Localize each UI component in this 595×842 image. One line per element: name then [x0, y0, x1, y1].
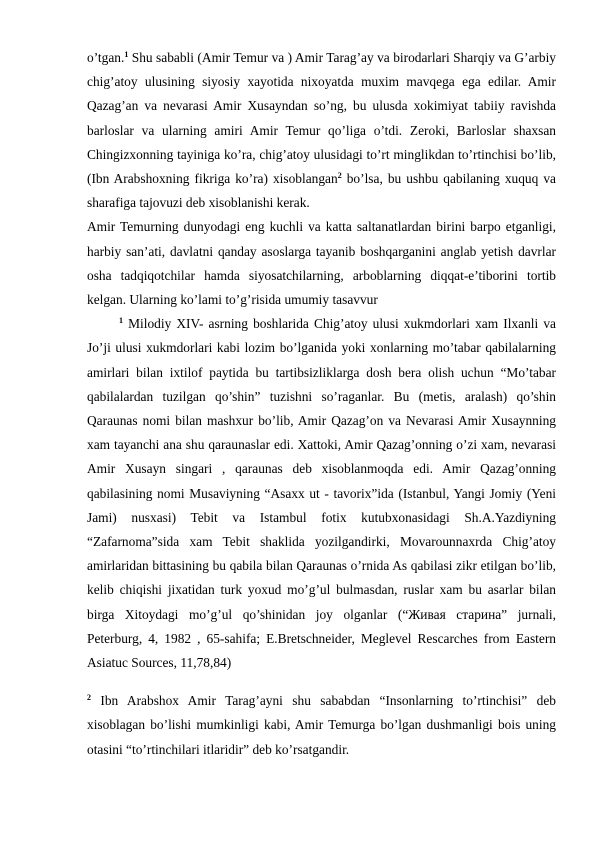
footnote-2 [87, 689, 556, 762]
footnote-ref-1[interactable]: 1 [124, 50, 129, 59]
body-paragraph-1 [87, 46, 556, 215]
footnote-1 [87, 312, 556, 675]
footnote-marker-1: 1 [119, 316, 123, 326]
paragraph-tail: bo’lsa, bu ushbu qabilaning xuquq va sharafiga tajovuzi deb xisoblanishi kerak. [87, 171, 556, 211]
footnote-marker-2: 2 [87, 693, 91, 703]
paragraph-lead: o’tgan. [87, 50, 125, 65]
footnote-2-text: Ibn Arabshox Amir Tarag’ayni shu sababdan “Insonlarning to’rtinchisi” deb xisoblagan bo’lishi mumkinligi kabi, Amir Temurga bo’lgan dushmanligi bois uning otasini “to’rtinchilari itlaridir” deb ko’rsatgandir. [87, 693, 556, 757]
footnote-ref-2[interactable]: 2 [337, 171, 342, 181]
footnote-spacer [87, 675, 556, 689]
body-paragraph-2: Amir Temurning dunyodagi eng kuchli va katta saltanatlardan birini barpo etganligi, harbiy san’ati, davlatni qanday asoslarga tayanib boshqarganini anglab yetish davrlar osha tadqiqotchilar hamda siyosatchilarning, arboblarning diqqat-e’tiborini tortib kelgan. Ularning ko’lami to’g’risida umumiy tasavvur [87, 219, 556, 308]
footnote-1-text: Milodiy XIV- asrning boshlarida Chig’atoy ulusi xukmdorlari xam Ilxanli va Jo’ji ulusi xukmdorlari kabi lozim bo’lganida yoki xonlarning mo’tabar qabilalarning amirlari bilan ixtilof paytida bu tartibsizliklarga dosh bera olish uchun “Mo’tabar qabilalardan tuzilgan qo’shin” tuzishni so’raganlar. Bu (metis, aralash) qo’shin Qaraunas nomi bilan mashxur bo’lib, Amir Qazag’on va Nevarasi Amir Xusaynning xam tayanchi ana shu qaraunaslar edi. Xattoki, Amir Qazag’onning o’zi xam, nevarasi Amir Xusayn singari , qaraunas deb xisoblanmoqda edi. Amir Qazag’onning qabilasining nomi Musaviyning “Asaxx ut - tavorix”ida (Istanbul, Yangi Jomiy (Yeni Jami) nusxasi) Tebit va Istambul fotix kutubxonasidagi Sh.A.Yazdiyning “Zafarnoma”sida xam Tebit shaklida yozilgandirki, Movarounnaxrda Chig’atoy amirlaridan bittasining bu qabila bilan Qaraunas o’rnida As qabilasi zikr etilgan bo’lib, kelib chiqishi jixatidan turk yoxud mo’g’ul bulmasdan, ruslar xam bu asarlar bilan birga Xitoydagi mo’g’ul qo’shinidan joy olganlar (“Живая старина” jurnali, Peterburg, 4, 1982 , 65-sahifa; E.Bretschneider, Meglevel Rescarches from Eastern Asiatuc Sources, 11,78,84) [87, 316, 556, 671]
paragraph-text: Shu sababli (Amir Temur va ) Amir Tarag’ay va birodarlari Sharqiy va G’arbiy chig’atoy ulusining siyosiy xayotida nixoyatda muxim mavqega ega edilar. Amir Qazag’an va nevarasi Amir Xusayndan so’ng, bu ulusda xokimiyat tabiiy ravishda barloslar va ularning amiri Amir Temur qo’liga o’tdi. Zeroki, Barloslar shaxsan Chingizxonning tayiniga ko’ra, chig’atoy ulusidagi to’rt minglikdan to’rtinchisi bo’lib, (Ibn Arabshoxning fikriga ko’ra) xisoblangan [87, 50, 556, 187]
document-page [87, 46, 556, 762]
